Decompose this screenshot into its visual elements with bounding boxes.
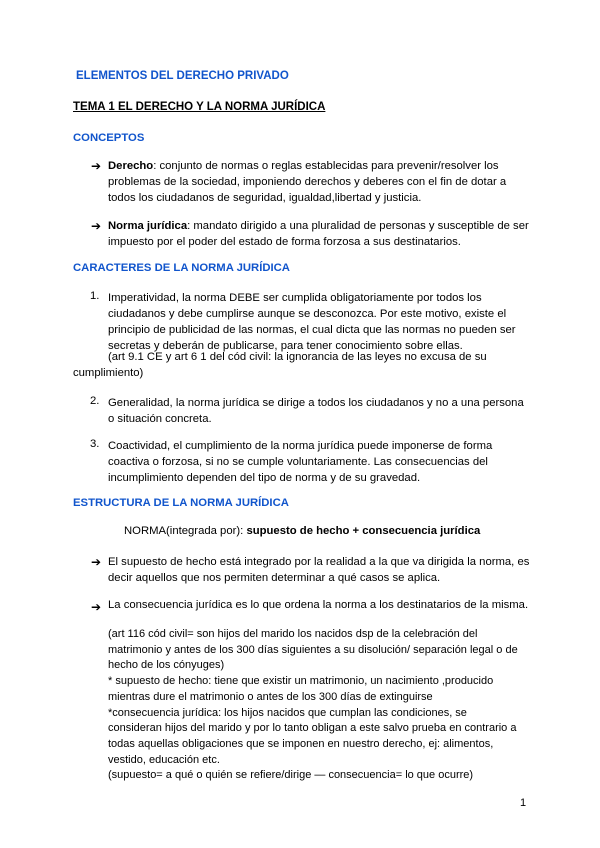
imperatividad-note-cont: cumplimiento)	[73, 367, 144, 379]
caracter-coactividad: Coactividad, el cumplimiento de la norma jurídica puede imponerse de forma coactiva o forzosa, si no se cumple voluntariamente. Las consecuencias del incumplimiento dependen del tipo de norma y de su gravedad.	[108, 440, 493, 484]
concept-derecho: Derecho: conjunto de normas o reglas establecidas para prevenir/resolver los problemas de la sociedad, imponiendo derechos y deberes con el fin de dotar a todos los ciudadanos de seguridad, igualdad,libertad y justicia.	[108, 160, 507, 204]
arrow-bullet-icon: ➔	[91, 159, 102, 173]
concept-norma-juridica: Norma jurídica: mandato dirigido a una pluralidad de personas y susceptible de ser impuesto por el poder del estado de forma forzosa a sus destinatarios.	[108, 220, 529, 248]
norma-formula: NORMA(integrada por): supuesto de hecho + consecuencia jurídica	[124, 525, 481, 537]
estructura-consecuencia: La consecuencia jurídica es lo que ordena la norma a los destinatarios de la misma.	[108, 599, 529, 611]
page-number: 1	[520, 797, 527, 809]
estructura-supuesto: El supuesto de hecho está integrado por la realidad a la que va dirigida la norma, es decir aquellos que nos permiten determinar a qué casos se aplica.	[108, 556, 530, 584]
caracter-generalidad: Generalidad, la norma jurídica se dirige a todos los ciudadanos y no a una persona o situación concreta.	[108, 397, 524, 425]
arrow-bullet-icon: ➔	[91, 555, 102, 569]
arrow-bullet-icon: ➔	[91, 600, 102, 614]
term-derecho: Derecho	[108, 160, 154, 172]
caracter-imperatividad: Imperatividad, la norma DEBE ser cumplida obligatoriamente por todos los ciudadanos y debe cumplirse aunque se desconozca. Por este motivo, existe el principio de publicidad de las normas, el cual dicta que las normas no pueden ser secretas y deberán de publicarse, para tener conocimiento sobre ellas.	[108, 292, 516, 352]
section-heading-conceptos: CONCEPTOS	[73, 132, 145, 144]
list-number: 2.	[90, 395, 100, 407]
section-heading-estructura: ESTRUCTURA DE LA NORMA JURÍDICA	[73, 497, 289, 509]
document-title: ELEMENTOS DEL DERECHO PRIVADO	[76, 70, 289, 82]
list-number: 3.	[90, 438, 100, 450]
section-heading-caracteres: CARACTERES DE LA NORMA JURÍDICA	[73, 262, 290, 274]
imperatividad-note: (art 9.1 CE y art 6 1 del cód civil: la ignorancia de las leyes no excusa de su	[108, 351, 487, 363]
list-number: 1.	[90, 290, 100, 302]
tema-title: TEMA 1 EL DERECHO Y LA NORMA JURÍDICA	[73, 101, 326, 113]
art-116-example: (art 116 cód civil= son hijos del marido los nacidos dsp de la celebración del matrimonio y antes de los 300 días siguientes a su disolución/ separación legal o de hecho de los cónyuges) * supuesto de hecho: tiene que existir un matrimonio, un nacimiento ,producido mientras dure el matrimonio o antes de los 300 días de extinguirse *consecuencia jurídica: los hijos nacidos que cumplan las condiciones, se consideran hijos del marido y por lo tanto obligan a este salvo prueba en contrario a todas aquellas obligaciones que se imponen en nuestro derecho, ej: alimentos, vestido, educación etc. (supuesto= a qué o quién se refiere/dirige — consecuencia= lo que ocurre)	[108, 628, 518, 782]
term-norma-juridica: Norma jurídica	[108, 220, 188, 232]
arrow-bullet-icon: ➔	[91, 219, 102, 233]
